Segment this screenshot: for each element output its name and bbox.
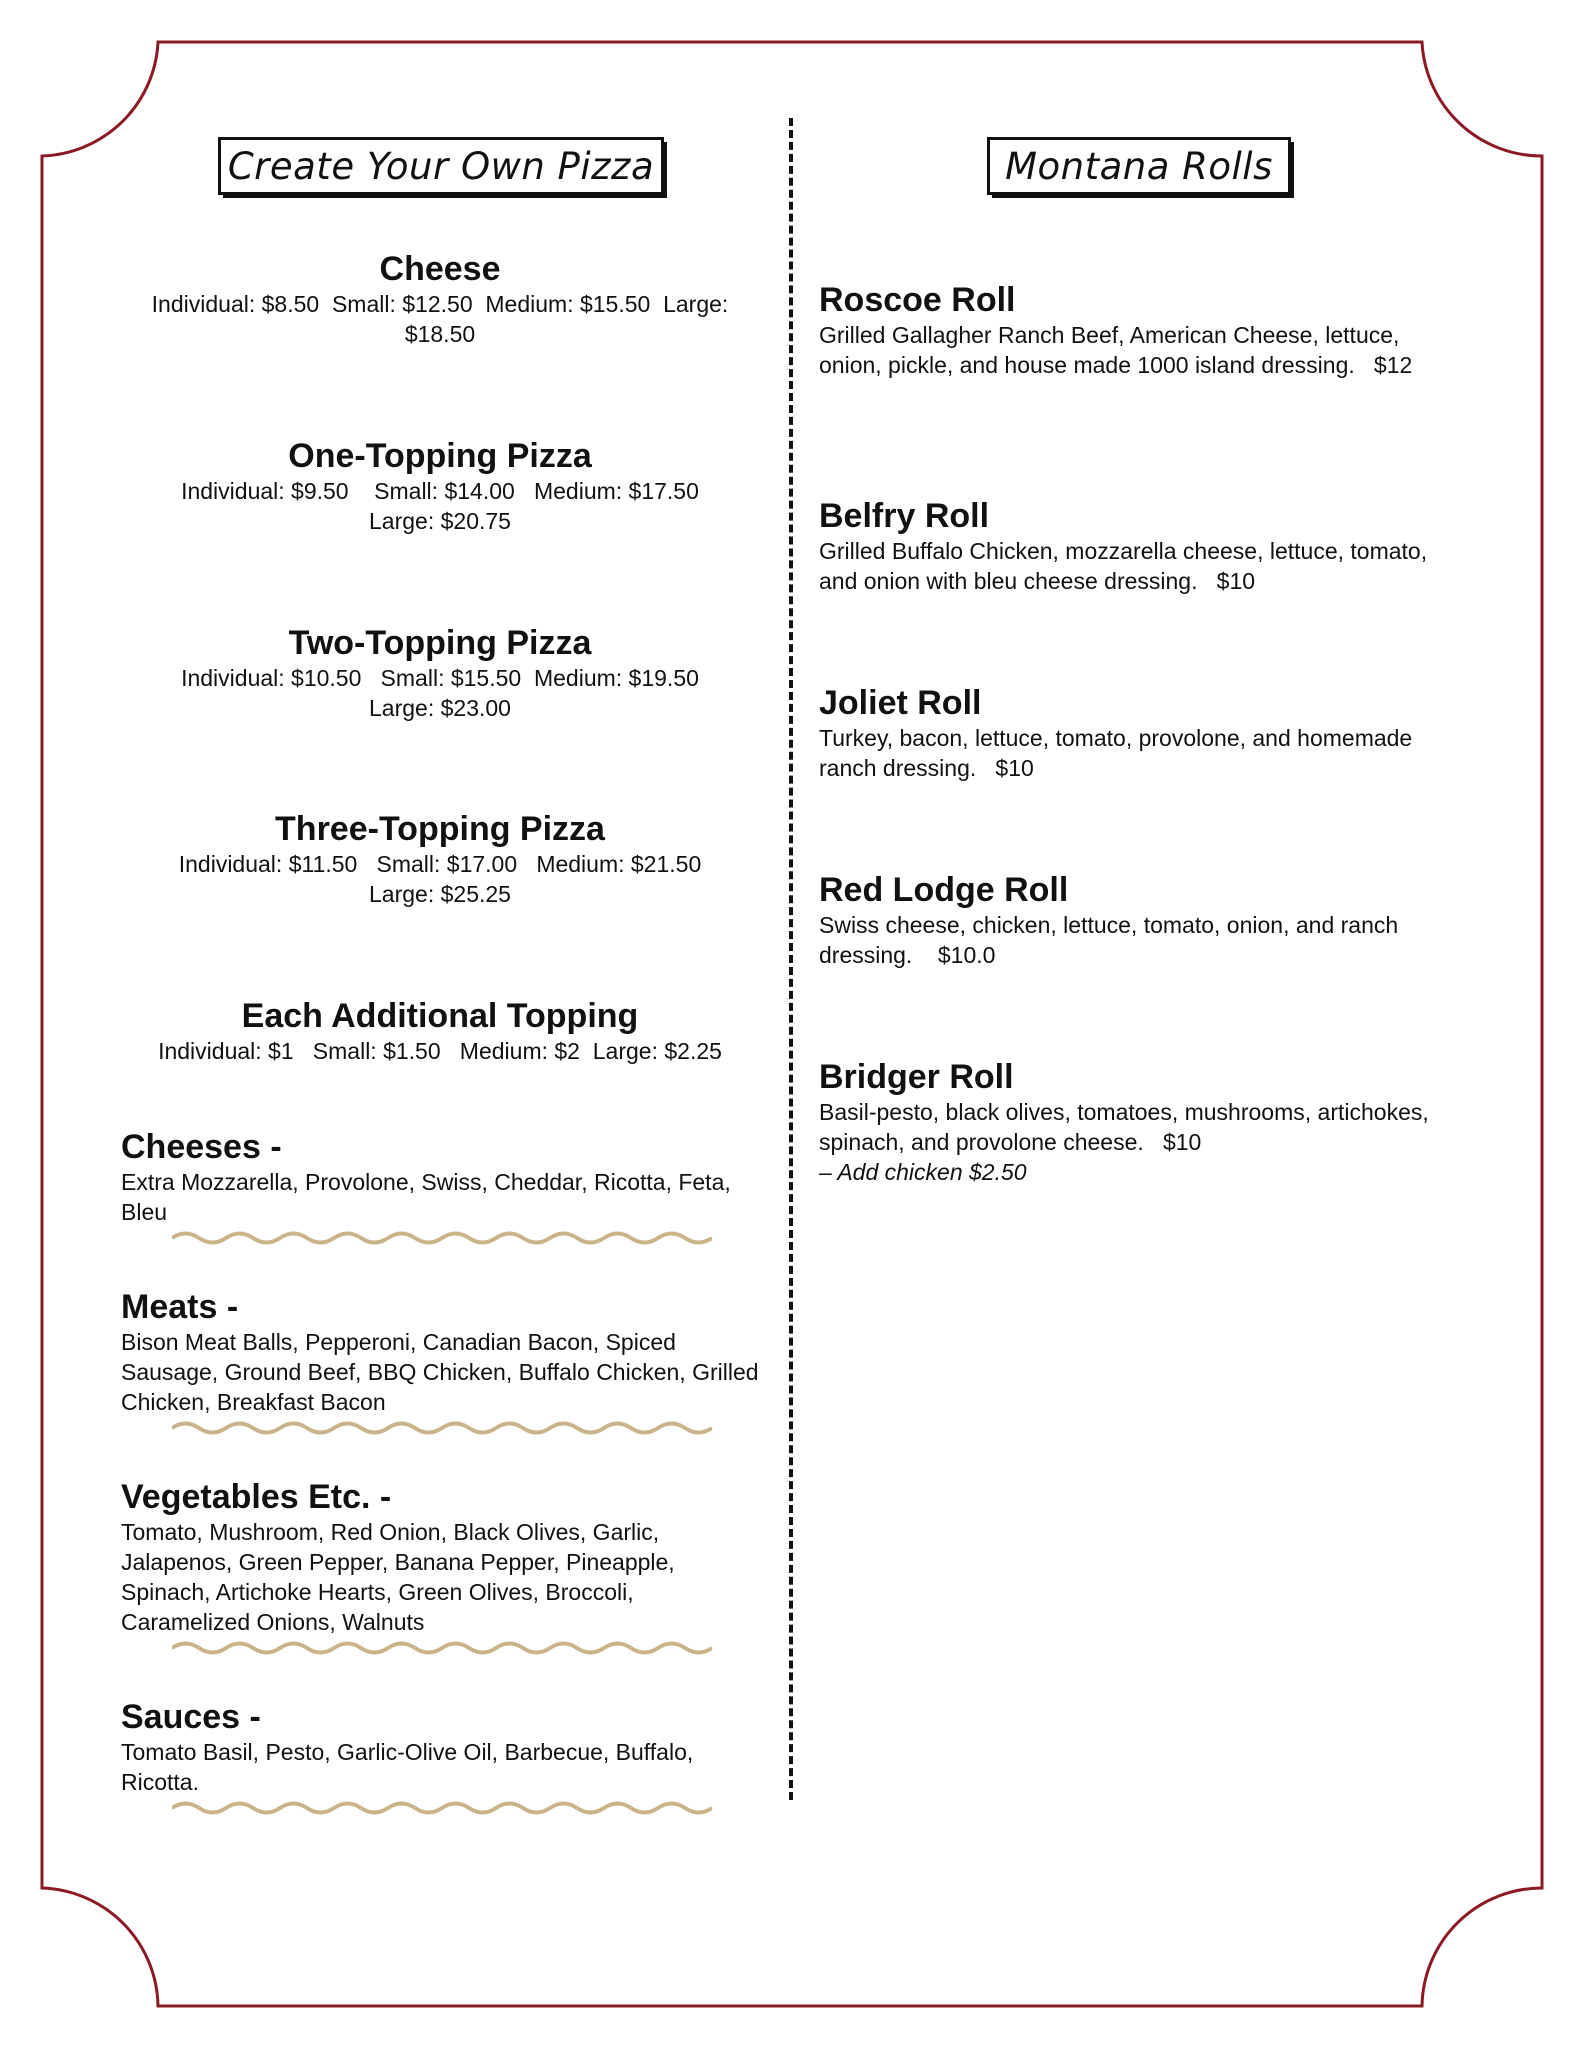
pizza-prices: Individual: $9.50 Small: $14.00 Medium: $17.50 Large: $20.75 xyxy=(181,478,706,534)
section-items: Tomato, Mushroom, Red Onion, Black Olives, Garlic, Jalapenos, Green Pepper, Banana Pepper, Pineapple, Spinach, Artichoke Hearts, Green Olives, Broccoli, Caramelized Onions, Walnuts xyxy=(121,1519,675,1635)
section-items: Tomato Basil, Pesto, Garlic-Olive Oil, Barbecue, Buffalo, Ricotta. xyxy=(121,1739,694,1795)
wave-divider xyxy=(172,1797,712,1819)
roll-joliet xyxy=(819,683,1439,783)
pizza-name: Three-Topping Pizza xyxy=(275,810,605,848)
section-name: Meats - xyxy=(121,1288,239,1326)
wave-divider xyxy=(172,1417,712,1439)
roll-name: Red Lodge Roll xyxy=(819,871,1069,909)
roll-description: Swiss cheese, chicken, lettuce, tomato, onion, and ranch dressing. $10.0 xyxy=(819,912,1405,968)
roll-belfry xyxy=(819,496,1439,596)
roll-name: Joliet Roll xyxy=(819,684,982,722)
pizza-prices: Individual: $8.50 Small: $12.50 Medium: $15.50 Large: $18.50 xyxy=(151,291,735,347)
column-divider xyxy=(789,118,793,1800)
section-name: Sauces - xyxy=(121,1698,261,1736)
pizza-prices: Individual: $10.50 Small: $15.50 Medium: $19.50 Large: $23.00 xyxy=(181,665,706,721)
pizza-cheese xyxy=(110,249,770,349)
pizza-name: Cheese xyxy=(379,250,501,288)
pizza-name: Each Additional Topping xyxy=(241,997,639,1035)
toppings-vegetables xyxy=(121,1477,761,1637)
roll-name: Roscoe Roll xyxy=(819,281,1016,319)
pizza-two-topping xyxy=(110,623,770,723)
pizza-name: Two-Topping Pizza xyxy=(288,624,592,662)
pizza-name: One-Topping Pizza xyxy=(288,437,592,475)
roll-description: Grilled Gallagher Ranch Beef, American Cheese, lettuce, onion, pickle, and house made 1000 island dressing. $12 xyxy=(819,322,1413,378)
section-items: Extra Mozzarella, Provolone, Swiss, Cheddar, Ricotta, Feta, Bleu xyxy=(121,1169,731,1225)
roll-red-lodge xyxy=(819,870,1439,970)
roll-description: Basil-pesto, black olives, tomatoes, mushrooms, artichokes, spinach, and provolone cheese. $10 xyxy=(819,1099,1436,1155)
pizza-prices: Individual: $1 Small: $1.50 Medium: $2 Large: $2.25 xyxy=(158,1038,722,1064)
roll-description: Turkey, bacon, lettuce, tomato, provolone, and homemade ranch dressing. $10 xyxy=(819,725,1419,781)
roll-description: Grilled Buffalo Chicken, mozzarella cheese, lettuce, tomato, and onion with bleu cheese dressing. $10 xyxy=(819,538,1434,594)
roll-roscoe xyxy=(819,280,1439,380)
pizza-additional-topping xyxy=(110,996,770,1066)
roll-bridger xyxy=(819,1057,1439,1187)
create-your-own-pizza-heading: Create Your Own Pizza xyxy=(218,137,664,195)
roll-add-on-note: – Add chicken $2.50 xyxy=(819,1159,1027,1185)
section-name: Vegetables Etc. - xyxy=(121,1478,392,1516)
section-name: Cheeses - xyxy=(121,1128,282,1166)
montana-rolls-heading: Montana Rolls xyxy=(987,137,1291,195)
roll-name: Belfry Roll xyxy=(819,497,990,535)
pizza-prices: Individual: $11.50 Small: $17.00 Medium: $21.50 Large: $25.25 xyxy=(178,851,708,907)
pizza-three-topping xyxy=(110,809,770,909)
toppings-meats xyxy=(121,1287,761,1417)
pizza-one-topping xyxy=(110,436,770,536)
roll-name: Bridger Roll xyxy=(819,1058,1014,1096)
wave-divider xyxy=(172,1227,712,1249)
toppings-cheeses xyxy=(121,1127,761,1227)
wave-divider xyxy=(172,1637,712,1659)
toppings-sauces xyxy=(121,1697,761,1797)
section-items: Bison Meat Balls, Pepperoni, Canadian Bacon, Spiced Sausage, Ground Beef, BBQ Chicken, Buffalo Chicken, Grilled Chicken, Breakfast Bacon xyxy=(121,1329,759,1415)
